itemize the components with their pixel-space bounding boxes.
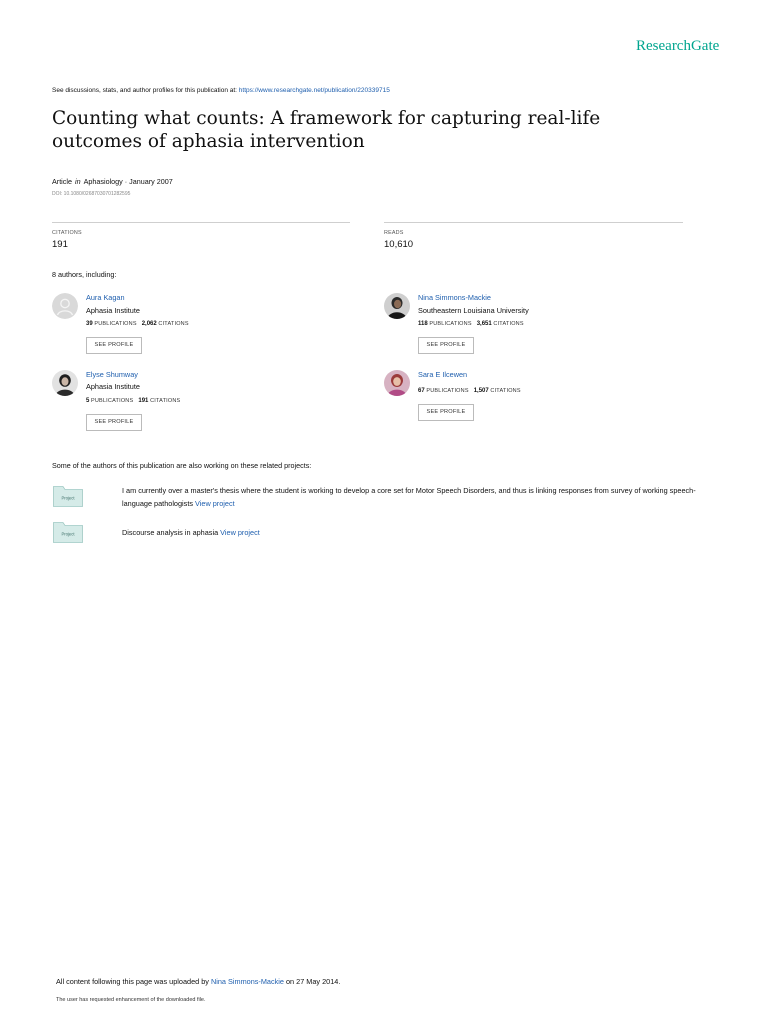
- view-project-link[interactable]: View project: [195, 498, 235, 508]
- citations-count: 1,507: [473, 388, 489, 394]
- publication-doi: DOI: 10.1080/02687030701282595: [52, 191, 131, 197]
- uploader-link[interactable]: Nina Simmons-Mackie: [210, 977, 284, 986]
- author-name-link[interactable]: Nina Simmons-Mackie: [418, 293, 491, 302]
- author-stats: [86, 398, 180, 404]
- reads-value: 10,610: [384, 239, 414, 250]
- avatar-placeholder-icon[interactable]: [52, 293, 78, 319]
- publication-meta: [52, 177, 173, 186]
- publications-label: PUBLICATIONS: [94, 321, 137, 327]
- author-institution: Aphasia Institute: [86, 382, 140, 391]
- avatar-photo-icon[interactable]: [52, 370, 78, 396]
- enhancement-note: The user has requested enhancement of the downloaded file.: [56, 997, 206, 1003]
- avatar-photo-icon[interactable]: [384, 293, 410, 319]
- author-name-link[interactable]: Elyse Shumway: [86, 370, 138, 379]
- publication-type: Article: [52, 177, 72, 186]
- upload-info: [56, 977, 340, 986]
- discussions-text: See discussions, stats, and author profiles for this publication at:: [52, 87, 239, 94]
- publications-label: PUBLICATIONS: [426, 388, 469, 394]
- citations-label: CITATIONS: [158, 321, 189, 327]
- author-stats: [418, 321, 524, 327]
- project-description: [122, 485, 707, 510]
- citations-value: 191: [52, 239, 68, 250]
- author-institution: Aphasia Institute: [86, 306, 140, 315]
- avatar-photo-icon[interactable]: [384, 370, 410, 396]
- publications-count: 118: [418, 321, 428, 327]
- publication-url-link[interactable]: https://www.researchgate.net/publication/220339715: [238, 87, 390, 94]
- see-profile-button[interactable]: SEE PROFILE: [86, 337, 142, 354]
- author-name-link[interactable]: Aura Kagan: [86, 293, 125, 302]
- authors-intro: 8 authors, including:: [52, 270, 117, 279]
- project-icon-label: Project: [61, 531, 75, 537]
- publications-label: PUBLICATIONS: [91, 398, 134, 404]
- upload-prefix: All content following this page was uploaded by: [56, 977, 211, 986]
- author-stats: [86, 321, 189, 327]
- citations-label: CITATIONS: [150, 398, 181, 404]
- project-folder-icon[interactable]: [53, 522, 83, 542]
- upload-suffix: on 27 May 2014.: [283, 977, 341, 986]
- publication-title: Counting what counts: A framework for capturing real-life outcomes of aphasia intervention: [52, 108, 601, 152]
- in-label: in: [74, 177, 81, 186]
- author-name-link[interactable]: Sara E Ilcewen: [418, 370, 468, 379]
- see-profile-button[interactable]: SEE PROFILE: [418, 337, 474, 354]
- publications-count: 5: [86, 398, 90, 404]
- publication-date: · January 2007: [124, 177, 173, 186]
- citations-count: 3,651: [476, 321, 492, 327]
- researchgate-logo[interactable]: ResearchGate: [636, 38, 720, 54]
- reads-label: READS: [384, 230, 404, 236]
- discussions-line: [52, 87, 390, 94]
- author-institution: Southeastern Louisiana University: [418, 306, 529, 315]
- project-text: Discourse analysis in aphasia: [122, 528, 221, 537]
- reads-divider: [384, 222, 683, 223]
- journal-name: Aphasiology: [83, 177, 123, 186]
- project-folder-icon[interactable]: [53, 486, 83, 506]
- citations-divider: [52, 222, 350, 223]
- project-icon-label: Project: [61, 495, 75, 501]
- citations-count: 2,062: [141, 321, 157, 327]
- related-projects-heading: Some of the authors of this publication are also working on these related projects:: [52, 461, 312, 470]
- citations-count: 191: [138, 398, 149, 404]
- project-text: I am currently over a master's thesis where the student is working to develop a core set for Motor Speech Disorders, and thus is linking responses from survey of working speech-language pathologists: [122, 486, 696, 508]
- author-stats: [418, 388, 521, 394]
- see-profile-button[interactable]: SEE PROFILE: [418, 404, 474, 421]
- view-project-link[interactable]: View project: [220, 528, 260, 537]
- citations-label: CITATIONS: [493, 321, 524, 327]
- publications-count: 39: [86, 321, 93, 327]
- publications-count: 67: [418, 388, 425, 394]
- project-description: [122, 527, 707, 540]
- see-profile-button[interactable]: SEE PROFILE: [86, 414, 142, 431]
- citations-label: CITATIONS: [52, 230, 82, 236]
- publications-label: PUBLICATIONS: [429, 321, 472, 327]
- citations-label: CITATIONS: [490, 388, 521, 394]
